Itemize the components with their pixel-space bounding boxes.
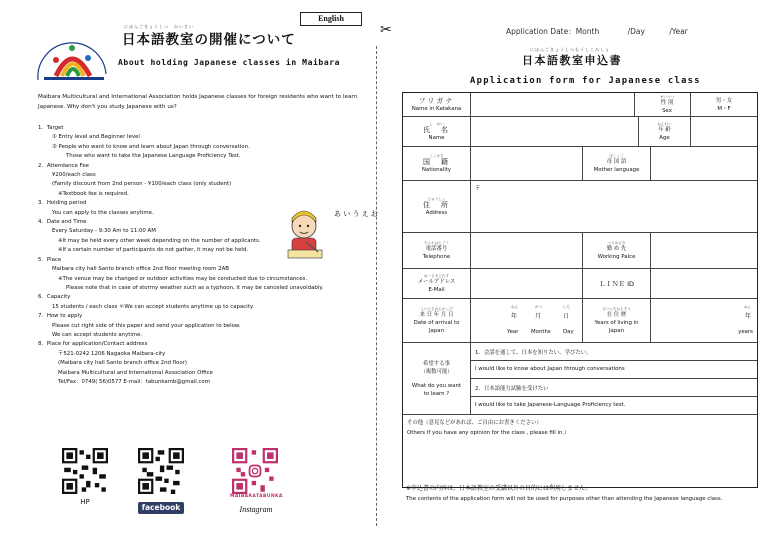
section-line: ※It may be held every other week depending on the number of applicants.: [58, 237, 261, 244]
years-in-japan-field[interactable]: ねん 年 years: [651, 299, 757, 343]
email-label: めーるあどれす メールアドレス E-Mail: [403, 269, 471, 299]
section-line: (Maibara city hall Santo branch office 2nd floor): [58, 360, 187, 367]
mother-language-field[interactable]: [651, 147, 757, 181]
arrival-date-label: らいにちねんがっぴ 来 日 年 月 日 Date of arrival to Japan: [403, 299, 471, 343]
section-heading: 8．Place for application/Contact address: [38, 341, 148, 348]
other-comments-label-jp: その他（意見などがあれば、ご自由にお書きください）: [407, 420, 542, 426]
section-line: ② People who want to know and learn about Japan through conversation.: [52, 143, 250, 150]
form-title-jp: 日本語教室申込書: [522, 54, 622, 67]
section-line: Tel/Fax：0749( 56)0577 E-mail：tabunkamb@gmail.com: [58, 378, 210, 385]
qr-facebook-label: facebook: [138, 502, 184, 514]
section-heading: 3．Holding period: [38, 200, 87, 207]
sex-label-box: [639, 93, 691, 117]
qr-instagram-caption: MAIBARATABUNKA: [230, 494, 283, 499]
learning-goal-label: 希望する事 （複数可能） What do you want to learn ?: [403, 343, 471, 415]
sex-label: せいべつ 性 別 Sex: [635, 93, 699, 117]
nationality-field[interactable]: [471, 147, 583, 181]
info-page: [0, 0, 378, 543]
student-illustration: [284, 206, 378, 262]
working-place-label: つとめさき 勤 め 先 Working Palce: [583, 233, 651, 269]
section-line: 15 students / each class ＊We can accept students anytime up to capacity.: [52, 303, 254, 310]
qr-code-instagram[interactable]: [232, 448, 278, 494]
privacy-note-en: The contents of the application form will not be used for purposes other than attending the Japanese language class.: [406, 496, 723, 502]
scissors-icon: ✂: [380, 22, 392, 38]
katakana-field[interactable]: [471, 93, 635, 117]
line-id-field[interactable]: [651, 269, 757, 299]
age-field[interactable]: [691, 117, 757, 147]
section-line: (Family discount from 2nd person - ¥100/each class (only student): [52, 181, 232, 188]
section-heading: 1．Target: [38, 125, 64, 131]
other-comments-label-en: Others If you have any opinion for the class , please fill in.）: [407, 430, 570, 436]
learning-option-2-jp[interactable]: 2．日本語能力試験を受けたい: [471, 379, 757, 397]
email-field[interactable]: [471, 269, 583, 299]
sex-options[interactable]: 男・女 M・F: [691, 93, 757, 117]
date-year-label: /Year: [669, 27, 688, 36]
title-ruby: にほんごきょうしつ かいさい: [124, 24, 194, 29]
learning-option-1-en: I would like to know about Japan through conversations: [471, 361, 757, 379]
form-title-en: Application form for Japanese class: [470, 76, 701, 86]
telephone-label: でんわばんごう 電話番号 Telephone: [403, 233, 471, 269]
section-line: ※The venue may be changed or outdoor activities may be conducted due to circumstances.: [58, 275, 308, 282]
section-line: ※If a certain number of participants do not gather, it may not be held.: [58, 247, 249, 254]
section-line: ¥200/each class: [52, 172, 96, 179]
section-heading: 2．Attendance Fee: [38, 162, 89, 169]
telephone-field[interactable]: [471, 233, 583, 269]
qr-code-hp[interactable]: [62, 448, 108, 494]
section-heading: 7．How to apply: [38, 313, 83, 320]
working-place-field[interactable]: [651, 233, 757, 269]
name-label: し めい 氏 名 Name: [403, 117, 471, 147]
section-line: Please note that in case of stormy weather such as a typhoon, it may be canceled unavoidably.: [66, 284, 324, 291]
section-line: We can accept students anytime.: [52, 331, 143, 338]
section-line: 〒521-0242 1206 Nagaoka Maibara-city: [58, 350, 166, 357]
language-tag: English: [300, 12, 362, 26]
mother-language-label: ぼこくご 母 国 語 Mother language: [583, 147, 651, 181]
intro-paragraph: Maibara Multicultural and International Association holds Japanese classes for foreign residents who want to learn Japanese. Why don't you study Japanese with us?: [38, 94, 358, 110]
section-heading: 4．Date and Time: [38, 219, 87, 226]
katakana-label: フリガナ Name in Katakana: [403, 93, 471, 117]
address-label: じゅうしょ 住 所 Address: [403, 181, 471, 233]
section-heading: 6．Capacity: [38, 294, 71, 301]
qr-instagram-label: Instagram: [239, 505, 273, 514]
learning-option-1-jp[interactable]: 1．会話を通して、日本を知りたい、学びたい。: [471, 343, 757, 361]
application-date: [506, 26, 688, 37]
section-line: Maibara city hall Santo branch office 2nd floor meeting room 2AB: [52, 266, 229, 273]
date-day-label: /Day: [627, 27, 645, 36]
form-title-ruby: にほんごきょうしつもうしこみしょ: [530, 47, 610, 52]
association-logo: [26, 30, 116, 86]
date-month-label: Application Date：Month: [506, 27, 600, 36]
section-line: ① Entry level and Beginner level: [52, 134, 140, 141]
section-line: Please cut right side of this paper and send your application to below.: [52, 322, 241, 329]
page-title-jp: 日本語教室の開催について: [122, 32, 296, 48]
section-line: Every Saturday - 9:30 Am to 11:00 AM: [52, 228, 156, 235]
qr-hp-label: HP: [80, 498, 90, 506]
section-line: ※Textbook fee is required.: [58, 190, 129, 197]
section-line: Maibara Multicultural and International Association Office: [58, 369, 213, 376]
illustration-glyphs: あ い う え お: [334, 210, 378, 218]
section-heading: 5．Place: [38, 256, 62, 263]
section-line: Those who want to take the Japanese Language Proficiency Test.: [66, 153, 241, 160]
qr-code-facebook[interactable]: [138, 448, 184, 494]
age-label: ねんれい 年 齢 Age: [639, 117, 691, 147]
learning-option-2-en: I would like to take Japanese-Language Proficiency test.: [471, 397, 757, 415]
nationality-label: こくせき 国 籍 Nationality: [403, 147, 471, 181]
years-in-japan-label: ざいにちねんすう 在 住 歴 Years of living in Japan: [583, 299, 651, 343]
section-line: You can apply to the classes anytime.: [52, 209, 154, 216]
privacy-note-jp: ※申込書の内容は、日本語教室の受講以外の目的には利用しません。: [406, 485, 592, 492]
arrival-date-field[interactable]: ねん がつ にち 年 月 日 Year Months Day: [471, 299, 583, 343]
line-id-label: ＬＩＮＥ ID: [583, 269, 651, 299]
application-form: [402, 92, 758, 488]
page-title-en: About holding Japanese classes in Maibara: [118, 58, 341, 67]
address-field[interactable]: [471, 181, 757, 233]
postal-mark: 〒: [475, 186, 481, 192]
name-field[interactable]: [471, 117, 639, 147]
other-comments-field[interactable]: [403, 415, 757, 487]
cut-line: [376, 46, 377, 526]
